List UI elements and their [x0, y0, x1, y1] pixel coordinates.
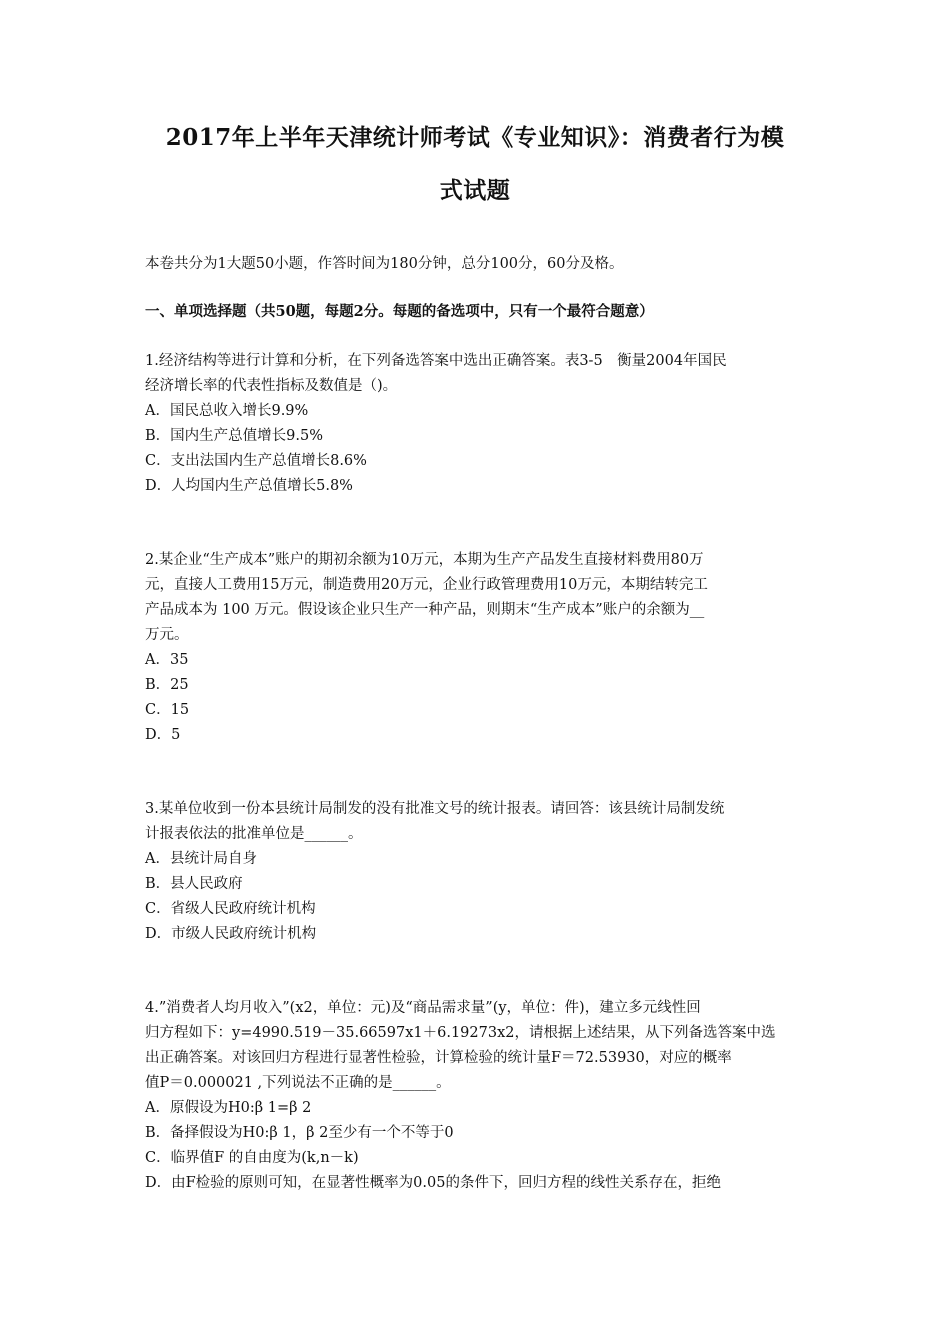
question-1-stem-line-1: 1.经济结构等进行计算和分析，在下列备选答案中选出正确答案。表3-5 衡量2004年国民: [145, 353, 727, 369]
question-4-option-a: A．原假设为H0:β 1=β 2: [145, 1100, 312, 1116]
question-1-option-c: C．支出法国内生产总值增长8.6%: [145, 453, 367, 469]
question-3-option-b: B．县人民政府: [145, 876, 243, 892]
question-2-stem-line-4: 万元。: [145, 627, 189, 643]
exam-intro: 本卷共分为1大题50小题，作答时间为180分钟，总分100分，60分及格。: [145, 256, 624, 272]
question-4-option-b: B．备择假设为H0:β 1，β 2至少有一个不等于0: [145, 1125, 454, 1141]
question-2-option-b: B．25: [145, 677, 189, 693]
question-3-stem-line-1: 3.某单位收到一份本县统计局制发的没有批准文号的统计报表。请回答：该县统计局制发统: [145, 801, 725, 817]
question-2-stem-line-2: 元，直接人工费用15万元，制造费用20万元，企业行政管理费用10万元，本期结转完工: [145, 577, 708, 593]
question-3-option-d: D．市级人民政府统计机构: [145, 926, 317, 942]
question-4-option-c: C．临界值F 的自由度为(k,n－k): [145, 1150, 359, 1166]
question-1-option-d: D．人均国内生产总值增长5.8%: [145, 478, 353, 494]
question-3-option-a: A．县统计局自身: [145, 851, 257, 867]
question-1-option-b: B．国内生产总值增长9.5%: [145, 428, 323, 444]
question-2-option-a: A．35: [145, 652, 189, 668]
question-1-option-a: A．国民总收入增长9.9%: [145, 403, 309, 419]
section-heading: 一、单项选择题（共50题，每题2分。每题的备选项中，只有一个最符合题意）: [145, 303, 654, 320]
document-title-line-2: 式试题: [439, 177, 511, 204]
question-3-option-c: C．省级人民政府统计机构: [145, 901, 316, 917]
document-title-line-1: 2017年上半年天津统计师考试《专业知识》：消费者行为模: [165, 124, 785, 151]
question-4-stem-line-1: 4.”消费者人均月收入”(x2，单位：元)及“商品需求量”(y，单位：件)，建立多元线性回: [145, 1000, 701, 1016]
question-2-option-c: C．15: [145, 702, 190, 718]
question-2-stem-line-3: 产品成本为 100 万元。假设该企业只生产一种产品，则期末“生产成本”账户的余额为__: [145, 602, 705, 618]
question-2-option-d: D．5: [145, 727, 181, 743]
question-4-stem-line-4: 值P＝0.000021 ,下列说法不正确的是______。: [145, 1075, 451, 1091]
question-4-stem-line-2: 归方程如下：y=4990.519－35.66597x1＋6.19273x2，请根据上述结果，从下列备选答案中选: [145, 1025, 776, 1041]
question-1-stem-line-2: 经济增长率的代表性指标及数值是（)。: [145, 378, 398, 394]
question-4-stem-line-3: 出正确答案。对该回归方程进行显著性检验，计算检验的统计量F＝72.53930，对应的概率: [145, 1050, 732, 1066]
question-3-stem-line-2: 计报表依法的批准单位是______。: [145, 826, 363, 842]
question-4-option-d: D．由F检验的原则可知，在显著性概率为0.05的条件下，回归方程的线性关系存在，拒绝: [145, 1175, 721, 1191]
question-2-stem-line-1: 2.某企业“生产成本”账户的期初余额为10万元，本期为生产产品发生直接材料费用80万: [145, 552, 704, 568]
